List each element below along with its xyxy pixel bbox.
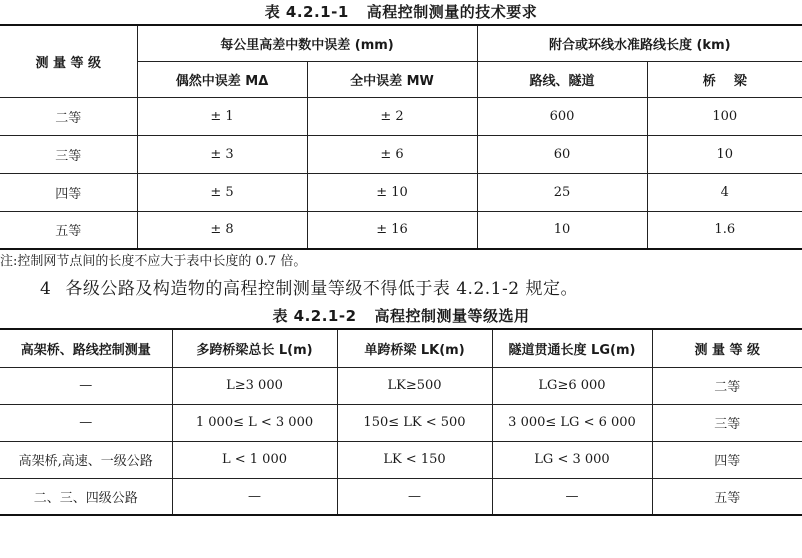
table1: [0, 24, 802, 250]
table2-header-level: 测 量 等 级: [652, 329, 802, 367]
table1-cell-route: 25: [477, 173, 647, 211]
table1-header-bridge: 桥 梁: [647, 61, 802, 97]
table1-title: [0, 0, 802, 24]
table2-cell-single-span: —: [337, 478, 492, 515]
table-row: [0, 173, 802, 211]
table2-cell-level: 五等: [652, 478, 802, 515]
table1-cell-bridge: 1.6: [647, 211, 802, 249]
table1-header-accidental: 偶然中误差 MΔ: [137, 61, 307, 97]
table2-cell-tunnel: —: [492, 478, 652, 515]
table2-cell-object: 二、三、四级公路: [0, 478, 172, 515]
table1-cell-accidental: ± 1: [137, 97, 307, 135]
table1-header-error-group: 每公里高差中数中误差 (mm): [137, 25, 477, 61]
table1-cell-route: 600: [477, 97, 647, 135]
table2-cell-multi-span: L < 1 000: [172, 441, 337, 478]
table2-cell-single-span: LK≥500: [337, 367, 492, 404]
table1-header-total: 全中误差 MW: [307, 61, 477, 97]
table1-cell-bridge: 100: [647, 97, 802, 135]
table1-cell-accidental: ± 8: [137, 211, 307, 249]
table2-cell-level: 四等: [652, 441, 802, 478]
clause-number: 4: [40, 279, 52, 299]
table1-cell-level: 四等: [0, 173, 137, 211]
table1-cell-route: 60: [477, 135, 647, 173]
table-row: [0, 478, 802, 515]
table2-header-multi-span: 多跨桥梁总长 L(m): [172, 329, 337, 367]
table2-cell-single-span: LK < 150: [337, 441, 492, 478]
table1-header-route: 路线、隧道: [477, 61, 647, 97]
table2-cell-object: —: [0, 404, 172, 441]
table2-cell-level: 三等: [652, 404, 802, 441]
table2-cell-object: —: [0, 367, 172, 404]
table2-header-row: [0, 329, 802, 367]
table1-cell-total: ± 6: [307, 135, 477, 173]
clause-paragraph: [0, 274, 802, 304]
table1-header-length-group: 附合或环线水准路线长度 (km): [477, 25, 802, 61]
clause-text: 各级公路及构造物的高程控制测量等级不得低于表 4.2.1-2 规定。: [65, 279, 578, 299]
table2-cell-level: 二等: [652, 367, 802, 404]
table1-header-level: 测 量 等 级: [0, 25, 137, 97]
table1-cell-route: 10: [477, 211, 647, 249]
table2-cell-tunnel: LG < 3 000: [492, 441, 652, 478]
table-row: [0, 367, 802, 404]
table1-cell-total: ± 16: [307, 211, 477, 249]
table1-cell-accidental: ± 5: [137, 173, 307, 211]
table-row: [0, 97, 802, 135]
table2-cell-multi-span: —: [172, 478, 337, 515]
table2-cell-multi-span: 1 000≤ L < 3 000: [172, 404, 337, 441]
table2-cell-multi-span: L≥3 000: [172, 367, 337, 404]
table2: [0, 328, 802, 516]
table-row: [0, 441, 802, 478]
table1-cell-accidental: ± 3: [137, 135, 307, 173]
table1-cell-bridge: 10: [647, 135, 802, 173]
table-row: [0, 404, 802, 441]
table1-cell-level: 二等: [0, 97, 137, 135]
table2-header-tunnel: 隧道贯通长度 LG(m): [492, 329, 652, 367]
table2-cell-object: 高架桥,高速、一级公路: [0, 441, 172, 478]
table1-cell-bridge: 4: [647, 173, 802, 211]
table1-cell-level: 三等: [0, 135, 137, 173]
table1-name: 高程控制测量的技术要求: [366, 3, 538, 21]
table1-cell-level: 五等: [0, 211, 137, 249]
table-row: [0, 211, 802, 249]
table-row: [0, 135, 802, 173]
table2-name: 高程控制测量等级选用: [374, 307, 530, 325]
table2-header-object: 高架桥、路线控制测量: [0, 329, 172, 367]
table1-number: 表 4.2.1-1: [264, 3, 349, 21]
table2-header-single-span: 单跨桥梁 LK(m): [337, 329, 492, 367]
table2-title: [0, 304, 802, 328]
table2-cell-single-span: 150≤ LK < 500: [337, 404, 492, 441]
table2-cell-tunnel: LG≥6 000: [492, 367, 652, 404]
table1-header-row: [0, 25, 802, 61]
table1-cell-total: ± 2: [307, 97, 477, 135]
table1-note: 注:控制网节点间的长度不应大于表中长度的 0.7 倍。: [0, 254, 307, 269]
table1-cell-total: ± 10: [307, 173, 477, 211]
table2-cell-tunnel: 3 000≤ LG < 6 000: [492, 404, 652, 441]
table2-number: 表 4.2.1-2: [272, 307, 357, 325]
